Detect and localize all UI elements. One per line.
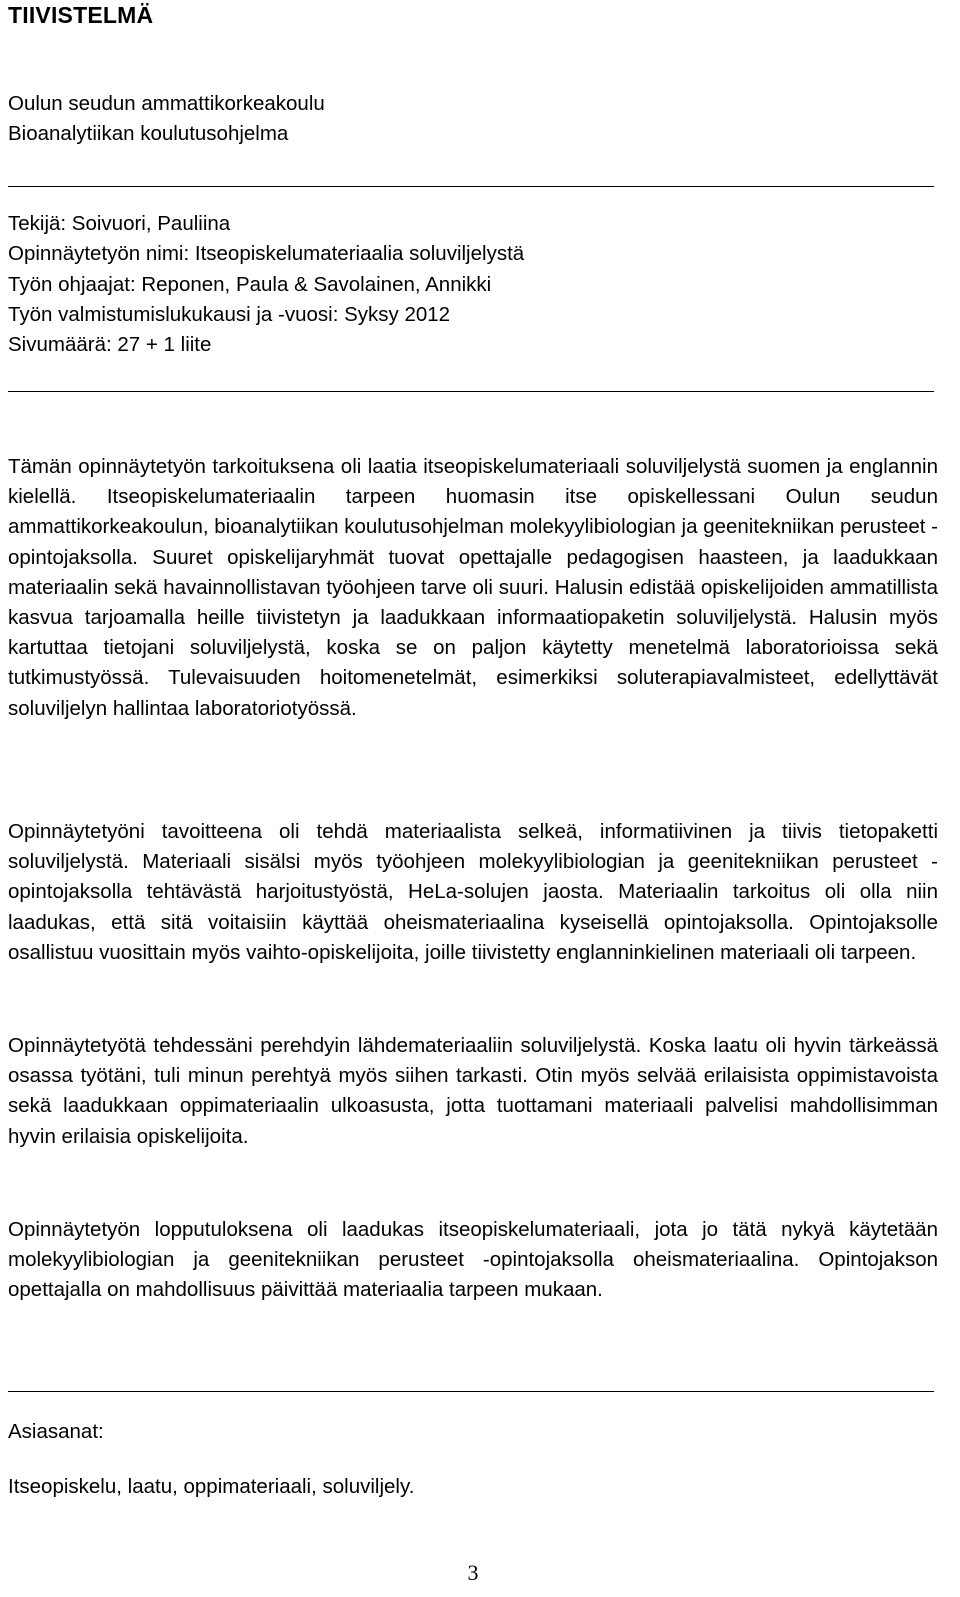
page-title: TIIVISTELMÄ <box>8 2 154 28</box>
page-count-line: Sivumäärä: 27 + 1 liite <box>8 333 212 357</box>
supervisors-line: Työn ohjaajat: Reponen, Paula & Savolainen, Annikki <box>8 272 492 296</box>
author-line: Tekijä: Soivuori, Pauliina <box>8 212 231 235</box>
programme-name: Bioanalytiikan koulutusohjelma <box>8 122 289 146</box>
keywords-value: Itseopiskelu, laatu, oppimateriaali, soluviljely. <box>8 1475 415 1498</box>
abstract-paragraph-3: Opinnäytetyötä tehdessäni perehdyin lähdemateriaaliin soluviljelystä. Koska laatu oli hyvin tärkeässä osassa työtäni, tuli minun perehtyä myös siihen tarkasti. Otin myös selvää erilaisista oppimistavoista sekä laadukkaan oppimateriaalin ulkoasusta, jotta tuottamani materiaali palvelisi mahdollisimman hyvin erilaisia opiskelijoita. <box>8 1034 938 1148</box>
completion-line: Työn valmistumislukukausi ja -vuosi: Syksy 2012 <box>8 302 451 326</box>
abstract-paragraph-4: Opinnäytetyön lopputuloksena oli laadukas itseopiskelumateriaali, jota jo tätä nykyä käytetään molekyylibiologian ja geenitekniikan perusteet -opintojaksolla oheismateriaalina. Opintojakson opettajalla on mahdollisuus päivittää materiaalia tarpeen mukaan. <box>8 1218 938 1302</box>
abstract-paragraph-1: Tämän opinnäytetyön tarkoituksena oli laatia itseopiskelumateriaali soluviljelystä suomen ja englannin kielellä. Itseopiskelumateriaalin tarpeen huomasin itse opiskellessani Oulun seudun ammattikorkeakoulun, bioanalytiikan koulutusohjelman molekyylibiologian ja geenitekniikan perusteet -opintojaksolla. Suuret opiskelijaryhmät tuovat opettajalle pedagogisen haasteen, ja laadukkaan materiaalin sekä havainnollistavan työohjeen tarve oli suuri. Halusin edistää opiskelijoiden ammatillista kasvua tarjoamalla heille tiivistetyn ja laadukkaan informaatiopaketin soluviljelystä. Halusin myös kartuttaa tietojani soluviljelystä, koska se on paljon käytetty menetelmä laboratorioissa sekä tutkimustyössä. Tulevaisuuden hoitomenetelmät, esimerkiksi soluterapiavalmisteet, edellyttävät soluviljelyn hallintaa laboratoriotyössä. <box>8 455 938 720</box>
abstract-paragraph-2: Opinnäytetyöni tavoitteena oli tehdä materiaalista selkeä, informatiivinen ja tiivis tietopaketti soluviljelystä. Materiaali sisälsi myös työohjeen molekyylibiologian ja geenitekniikan perusteet -opintojaksolla tehtävästä harjoitustyöstä, HeLa-solujen jaosta. Materiaalin tarkoitus oli olla niin laadukas, että sitä voitaisiin käyttää oheismateriaalina kyseisellä opintojaksolla. Opintojaksolle osallistuu vuosittain myös vaihto-opiskelijoita, joille tiivistetty englanninkielinen materiaali oli tarpeen. <box>8 820 938 964</box>
divider-top <box>8 186 934 187</box>
keywords-label: Asiasanat: <box>8 1420 104 1443</box>
page-number: 3 <box>467 1560 479 1585</box>
institution-block <box>8 89 325 150</box>
divider-middle <box>8 391 934 392</box>
thesis-info-block <box>8 209 524 360</box>
divider-bottom <box>8 1391 934 1392</box>
school-name: Oulun seudun ammattikorkeakoulu <box>8 92 325 115</box>
thesis-title-line: Opinnäytetyön nimi: Itseopiskelumateriaalia soluviljelystä <box>8 242 525 266</box>
